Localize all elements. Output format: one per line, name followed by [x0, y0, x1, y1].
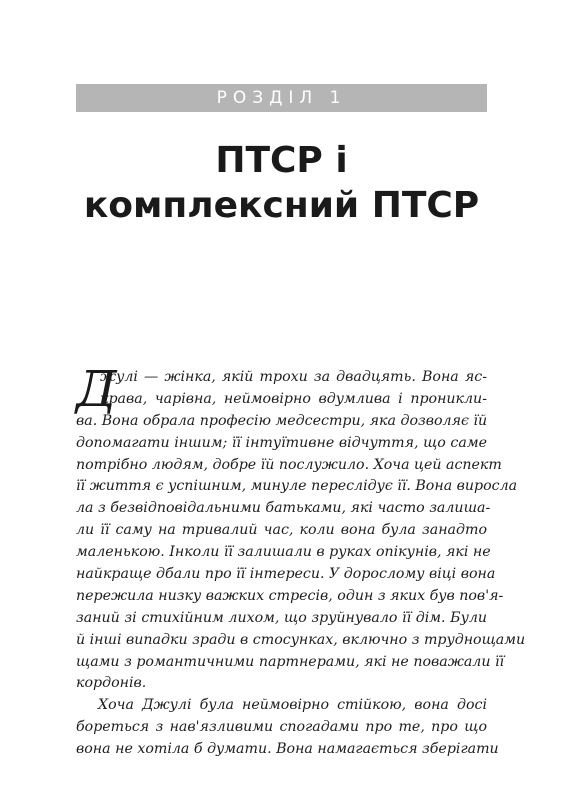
text-line: маленькою. Інколи її залишали в руках опікунів, які не [76, 544, 491, 561]
text-line: й інші випадки зради в стосунках, включно з труднощами [76, 631, 526, 648]
text-line: жулі — жінка, якій трохи за двадцять. Вона яс- [100, 369, 487, 385]
text-line: пережила низку важких стресів, один з яких був пов'я- [76, 587, 504, 604]
text-line: вона не хотіла б думати. Вона намагається зберігати [76, 741, 499, 758]
text-line: заний зі стихійним лихом, що зруйнувало її дім. Були [76, 609, 487, 626]
text-line: Хоча Джулі була неймовірно стійкою, вона досі [98, 697, 487, 714]
text-line: допомагати іншим; її інтуїтивне відчуття, що саме [76, 434, 487, 451]
text-line: ли її саму на тривалий час, коли вона була занадто [76, 522, 487, 539]
text-line: потрібно людям, добре їй послужило. Хоча цей аспект [76, 456, 502, 473]
chapter-label: РОЗДІЛ 1 [216, 88, 347, 108]
chapter-title-line-1: ПТСР і [215, 140, 348, 181]
drop-cap: Д [76, 360, 117, 418]
text-line: кордонів. [76, 675, 147, 692]
chapter-header-bar [76, 84, 487, 112]
text-line: щами з романтичними партнерами, які не поважали її [76, 653, 505, 670]
chapter-title-line-2: комплексний ПТСР [83, 185, 480, 226]
text-line: ла з безвідповідальними батьками, які часто залиша- [76, 500, 491, 517]
text-line: найкраще дбали про її інтереси. У дорослому віці вона [76, 566, 496, 583]
chapter-title [76, 138, 487, 228]
text-line: ва. Вона обрала професію медсестри, яка дозволяє їй [76, 412, 488, 429]
text-line: крава, чарівна, неймовірно вдумлива і проникли- [100, 390, 487, 407]
text-line: її життя є успішним, минуле переслідує її. Вона виросла [76, 478, 518, 495]
text-line: бореться з нав'язливими спогадами про те, про що [76, 719, 487, 736]
body-text [76, 360, 526, 761]
